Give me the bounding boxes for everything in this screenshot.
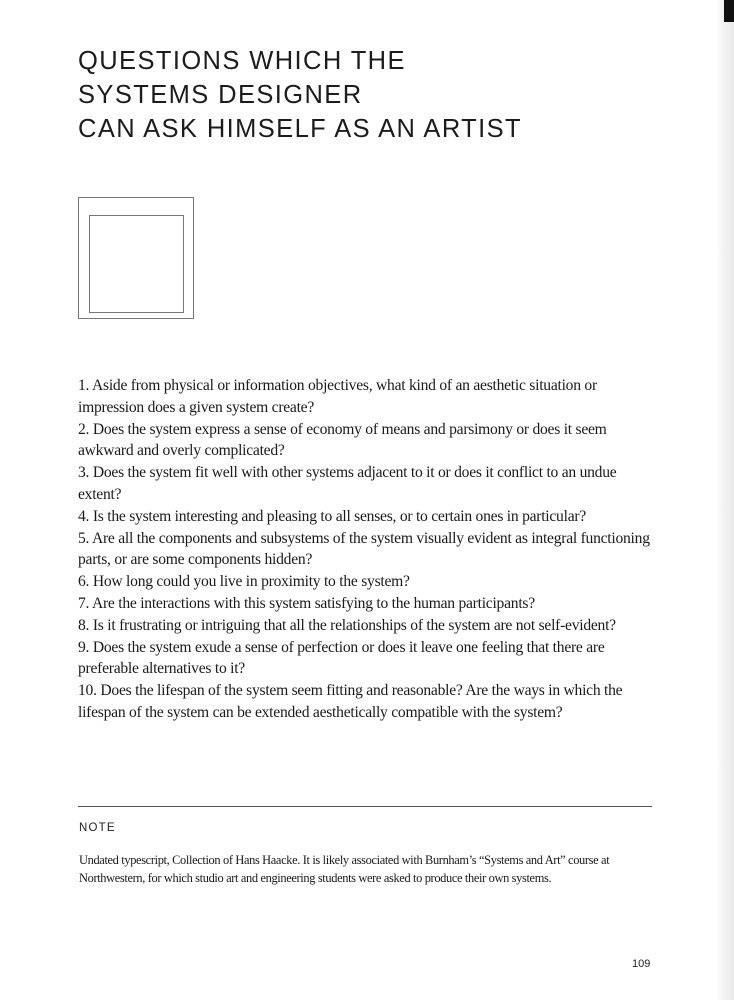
question-item: 1. Aside from physical or information objectives, what kind of an aesthetic situation or impression does a given system create? [78, 377, 597, 416]
corner-tab-mark [724, 0, 734, 22]
note-label: NOTE [79, 822, 116, 834]
question-item: 5. Are all the components and subsystems of the system visually evident as integral functioning parts, or are some components hidden? [78, 529, 650, 569]
question-item: 7. Are the interactions with this system satisfying to the human participants? [78, 594, 535, 612]
title-line-3: CAN ASK HIMSELF AS AN ARTIST [78, 115, 523, 143]
nested-square-figure [78, 197, 194, 319]
question-item: 9. Does the system exude a sense of perfection or does it leave one feeling that there are preferable alternatives to it? [78, 638, 605, 678]
question-list [78, 375, 658, 724]
question-item: 8. Is it frustrating or intriguing that all the relationships of the system are not self-evident? [78, 616, 616, 634]
question-item: 2. Does the system express a sense of economy of means and parsimony or does it seem awkward and overly complicated? [78, 420, 607, 460]
page-title [78, 44, 522, 146]
page-edge-shadow [716, 0, 734, 1000]
question-item: 4. Is the system interesting and pleasing to all senses, or to certain ones in particular? [78, 507, 586, 525]
page-number: 109 [632, 958, 651, 970]
note-divider [78, 806, 652, 807]
inner-square [89, 215, 184, 313]
question-item: 10. Does the lifespan of the system seem fitting and reasonable? Are the ways in which the lifespan of the system can be extended aesthetically compatible with the system? [78, 682, 623, 721]
note-text: Undated typescript, Collection of Hans Haacke. It is likely associated with Burnham’s “Systems and Art” course at Northwestern, for which studio art and engineering students were asked to produce their own systems. [79, 853, 610, 885]
title-line-2: SYSTEMS DESIGNER [78, 81, 363, 109]
question-item: 3. Does the system fit well with other systems adjacent to it or does it conflict to an undue extent? [78, 464, 617, 503]
title-line-1: QUESTIONS WHICH THE [78, 47, 406, 75]
question-item: 6. How long could you live in proximity to the system? [78, 573, 410, 591]
